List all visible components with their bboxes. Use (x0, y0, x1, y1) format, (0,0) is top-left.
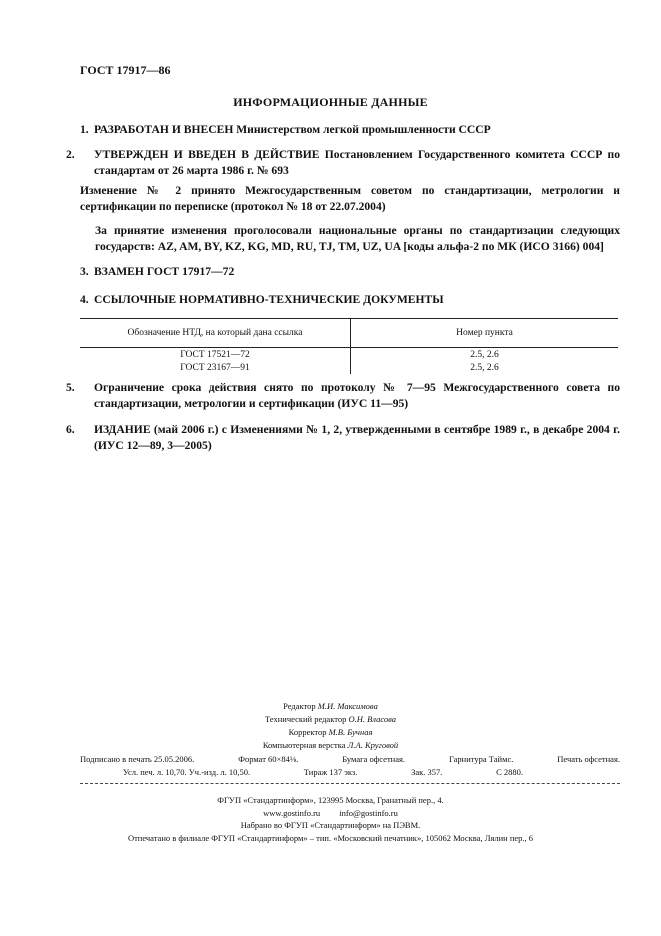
table-cell: 2.5, 2.6 (470, 350, 499, 360)
credit-proofreader: Корректор М.В. Бучная (288, 727, 373, 737)
table-cell: ГОСТ 23167—91 (80, 361, 351, 374)
table-cell: ГОСТ 17521—72 (80, 348, 351, 362)
publisher-contacts (0, 807, 661, 820)
voting-note (95, 223, 620, 254)
item-3 (80, 264, 620, 280)
credit-layout: Компьютерная верстка Л.А. Круговой (262, 740, 399, 750)
item-text: УТВЕРЖДЕН И ВВЕДЕН В ДЕЙСТВИЕ Постановлением Государственного комитета СССР по стандартам от 26 марта 1986 г. № 693 (94, 148, 620, 177)
item-2 (66, 147, 620, 178)
print-info-line-1: Подписано в печать 25.05.2006. Формат 60×84⅛. Бумага офсетная. Гарнитура Таймс. Печать офсетная. (80, 754, 620, 764)
item-number: 3. (80, 265, 89, 278)
item-text: ИЗДАНИЕ (май 2006 г.) с Изменениями № 1, 2, утвержденными в сентябре 1989 г., в декабре 2004 г. (ИУС 12—89, 3—2005) (94, 423, 620, 452)
item-4 (80, 292, 620, 308)
table-header-row (80, 319, 618, 348)
item-6 (66, 422, 620, 453)
table-row (80, 348, 618, 362)
column-header: Номер пункта (351, 319, 619, 348)
references-table (80, 318, 618, 374)
table-row (80, 361, 618, 374)
item-number: 6. (66, 423, 75, 436)
divider (80, 783, 620, 784)
amendment-text: Изменение № 2 принято Межгосударственным советом по стандартизации, метрологии и сертификации по переписке (протокол № 18 от 22.07.2004) (80, 184, 620, 213)
item-text: Ограничение срока действия снято по протоколу № 7—95 Межгосударственного совета по стандартизации, метрологии и сертификации (ИУС 11—95) (94, 381, 620, 410)
column-header: Обозначение НТД, на который дана ссылка (80, 319, 351, 348)
item-number: 4. (80, 293, 89, 306)
credit-tech-editor: Технический редактор О.Н. Власова (264, 714, 397, 724)
table-cell: 2.5, 2.6 (470, 363, 499, 373)
item-number: 5. (66, 381, 75, 394)
amendment-note (80, 183, 620, 214)
document-code: ГОСТ 17917—86 (80, 63, 171, 77)
item-number: 1. (80, 123, 89, 136)
publisher-block (0, 794, 661, 844)
item-5 (66, 380, 620, 411)
item-1 (80, 122, 620, 138)
item-text: ССЫЛОЧНЫЕ НОРМАТИВНО-ТЕХНИЧЕСКИЕ ДОКУМЕНТЫ (94, 293, 444, 306)
item-text: РАЗРАБОТАН И ВНЕСЕН Министерством легкой промышленности СССР (94, 123, 491, 136)
item-text: ВЗАМЕН ГОСТ 17917—72 (94, 265, 235, 278)
section-heading: ИНФОРМАЦИОННЫЕ ДАННЫЕ (233, 95, 428, 109)
publisher-email: info@gostinfo.ru (339, 807, 398, 818)
credits-block (0, 700, 661, 752)
print-info-line-2: Усл. печ. л. 10,70. Уч.-изд. л. 10,50. Тираж 137 экз. Зак. 357. С 2880. (123, 767, 523, 777)
printed-note: Отпечатано в филиале ФГУП «Стандартинформ» – тип. «Московский печатник», 105062 Москва, Лялин пер., 6 (127, 832, 534, 843)
credit-editor: Редактор М.И. Максимова (283, 701, 378, 711)
voting-text: За принятие изменения проголосовали национальные органы по стандартизации следующих государств: AZ, AM, BY, KZ, KG, MD, RU, TJ, TM, UZ, UA [коды альфа-2 по МК (ИСО 3166) 004] (95, 224, 620, 253)
publisher-web: www.gostinfo.ru (263, 807, 321, 818)
publisher-address: ФГУП «Стандартинформ», 123995 Москва, Гранатный пер., 4. (217, 795, 444, 805)
item-number: 2. (66, 148, 75, 161)
typeset-note: Набрано во ФГУП «Стандартинформ» на ПЭВМ. (240, 820, 421, 830)
